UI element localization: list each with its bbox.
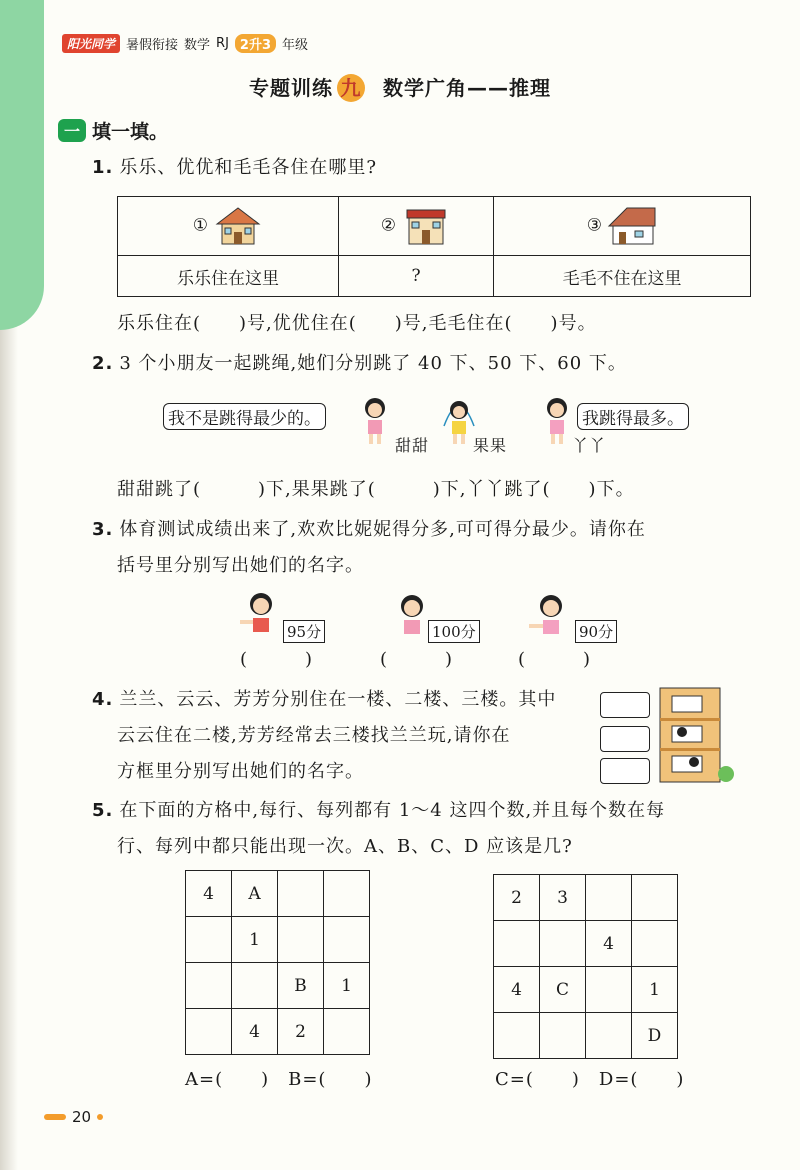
kid-name-3: 丫丫 — [572, 436, 607, 455]
q1-text: 乐乐、优优和毛毛各住在哪里? — [119, 157, 378, 178]
q4-prompt-line3: 方框里分别写出她们的名字。 — [117, 761, 364, 782]
score-box-3: 90分 — [575, 620, 617, 643]
q5-text-1: 在下面的方格中,每行、每列都有 1～4 这四个数,并且每个数在每 — [119, 800, 666, 821]
number-grid-2 — [493, 874, 678, 1059]
grid-row — [494, 1013, 678, 1059]
grade-badge: 2升3 — [235, 34, 276, 53]
edition-label: RJ — [216, 36, 229, 51]
series-label: 暑假衔接 — [126, 38, 179, 53]
section-label: 填一填。 — [92, 121, 169, 143]
grid-cell — [540, 921, 586, 967]
grid-cell — [186, 963, 232, 1009]
answer-box-floor3[interactable] — [600, 692, 650, 718]
house-cell-3 — [494, 197, 751, 256]
grid-row — [186, 963, 370, 1009]
q5-answer-cd: C=( ) D=( ) — [495, 1069, 685, 1090]
house-number-3: ③ — [586, 215, 602, 236]
grid-cell — [186, 917, 232, 963]
speech-bubble-left: 我不是跳得最少的。 — [163, 403, 326, 430]
grid-cell — [540, 1013, 586, 1059]
title-prefix: 专题训练 — [249, 76, 333, 100]
q3-prompt-line2: 括号里分别写出她们的名字。 — [117, 555, 364, 576]
girl-jumping-icon — [442, 396, 476, 446]
grid-cell: 4 — [586, 921, 632, 967]
q5-prompt-line2: 行、每列中都只能出现一次。A、B、C、D 应该是几? — [117, 836, 573, 857]
grid-cell: A — [232, 871, 278, 917]
grid-cell — [324, 1009, 370, 1055]
grid-cell — [494, 1013, 540, 1059]
grid-cell: 1 — [232, 917, 278, 963]
grid-cell — [586, 967, 632, 1013]
brand-logo: 阳光同学 — [62, 34, 120, 53]
grid-cell — [632, 875, 678, 921]
grid-cell — [324, 871, 370, 917]
house-number-1: ① — [192, 215, 208, 236]
grid-cell: B — [278, 963, 324, 1009]
grade-suffix: 年级 — [282, 38, 309, 53]
grid-cell: 3 — [540, 875, 586, 921]
score-box-1: 95分 — [283, 620, 325, 643]
q2-number: 2. — [92, 353, 114, 374]
page-accent-bar — [44, 1114, 66, 1120]
section-heading — [58, 117, 168, 144]
grid-cell: D — [632, 1013, 678, 1059]
grid-row — [494, 875, 678, 921]
score-box-2: 100分 — [428, 620, 480, 643]
girl-score-icon — [240, 590, 282, 640]
q1-prompt — [92, 154, 377, 182]
girl-jumping-icon — [358, 396, 392, 446]
q5-number: 5. — [92, 800, 114, 821]
section-badge: 一 — [58, 119, 86, 142]
page-footer — [44, 1108, 103, 1126]
grid-cell — [232, 963, 278, 1009]
grid-cell: 4 — [186, 871, 232, 917]
q4-number: 4. — [92, 689, 114, 710]
grid-row — [186, 1009, 370, 1055]
grid-row — [186, 917, 370, 963]
q3-text-1: 体育测试成绩出来了,欢欢比妮妮得分多,可可得分最少。请你在 — [119, 519, 646, 540]
kid-name-2: 果果 — [473, 436, 508, 455]
q1-number: 1. — [92, 157, 114, 178]
house-icon — [401, 204, 451, 248]
q4-text-1: 兰兰、云云、芳芳分别住在一楼、二楼、三楼。其中 — [119, 689, 557, 710]
green-corner-decoration — [0, 0, 44, 330]
book-header — [62, 34, 308, 53]
girl-jumping-icon — [540, 396, 574, 446]
q1-house-table — [117, 196, 751, 297]
grid-cell — [186, 1009, 232, 1055]
grid-cell — [278, 871, 324, 917]
grid-cell: C — [540, 967, 586, 1013]
subject-label: 数学 — [184, 38, 211, 53]
q2-answer-line: 甜甜跳了( )下,果果跳了( )下,丫丫跳了( )下。 — [117, 479, 635, 500]
page-number: 20 — [72, 1108, 92, 1126]
q4-prompt-line2: 云云住在二楼,芳芳经常去三楼找兰兰玩,请你在 — [117, 725, 511, 746]
grid-cell: 1 — [324, 963, 370, 1009]
house-icon — [607, 204, 657, 248]
q3-blank-1: ( ) — [240, 649, 314, 670]
q3-blank-2: ( ) — [380, 649, 454, 670]
q2-text: 3 个小朋友一起跳绳,她们分别跳了 40 下、50 下、60 下。 — [119, 353, 627, 374]
grid-cell — [494, 921, 540, 967]
kid-name-1: 甜甜 — [395, 436, 430, 455]
house-clue-2: ? — [339, 256, 494, 297]
house-cell-2 — [339, 197, 494, 256]
title-number-badge: 九 — [337, 74, 365, 102]
grid-cell — [586, 1013, 632, 1059]
grid-row — [494, 967, 678, 1013]
grid-cell: 4 — [494, 967, 540, 1013]
q3-blank-3: ( ) — [518, 649, 592, 670]
grid-cell: 2 — [278, 1009, 324, 1055]
grid-cell: 1 — [632, 967, 678, 1013]
q4-prompt-line1 — [92, 686, 556, 714]
girl-score-icon — [525, 592, 569, 642]
speech-bubble-right: 我跳得最多。 — [577, 403, 689, 430]
title-topic: 数学广角——推理 — [383, 76, 551, 100]
grid-row — [186, 871, 370, 917]
grid-cell — [586, 875, 632, 921]
grid-cell: 4 — [232, 1009, 278, 1055]
grid-cell — [632, 921, 678, 967]
page-title — [0, 72, 800, 102]
house-number-2: ② — [380, 215, 397, 236]
grid-cell — [278, 917, 324, 963]
q3-number: 3. — [92, 519, 114, 540]
house-clue-1: 乐乐住在这里 — [118, 256, 339, 297]
house-icon — [213, 204, 263, 248]
answer-box-floor1[interactable] — [600, 758, 650, 784]
q1-answer-line: 乐乐住在( )号,优优住在( )号,毛毛住在( )号。 — [117, 313, 597, 334]
grid-row — [494, 921, 678, 967]
q3-prompt-line1 — [92, 516, 646, 544]
apartment-building-icon — [656, 686, 736, 786]
q2-prompt — [92, 350, 627, 378]
house-cell-1 — [118, 197, 339, 256]
house-clue-3: 毛毛不住在这里 — [494, 256, 751, 297]
q5-prompt-line1 — [92, 797, 665, 825]
grid-cell — [324, 917, 370, 963]
q5-answer-ab: A=( ) B=( ) — [185, 1069, 373, 1090]
grid-cell: 2 — [494, 875, 540, 921]
answer-box-floor2[interactable] — [600, 726, 650, 752]
number-grid-1 — [185, 870, 370, 1055]
page-accent-dot — [97, 1114, 103, 1120]
girl-score-icon — [395, 592, 429, 642]
